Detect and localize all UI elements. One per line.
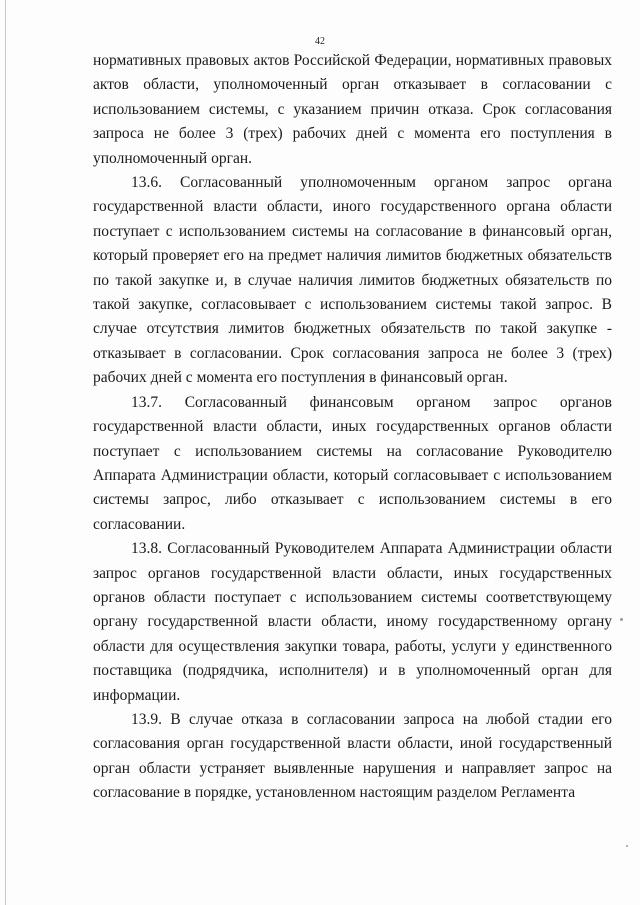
- paragraph-13-7: 13.7. Согласованный финансовым органом запрос органов государственной власти области, иных государственных органов области поступает с использованием системы на согласование Руководителю Аппарата Администрации области, который согласовывает с использованием системы запрос, либо отказывает с использованием системы в его согласовании.: [93, 393, 612, 533]
- document-body: [93, 49, 612, 806]
- paragraph-13-6: 13.6. Согласованный уполномоченным органом запрос органа государственной власти области, иного государственного органа области поступает с использованием системы на согласование в финансовый орган, который проверяет его на предмет наличия лимитов бюджетных обязательств по такой закупке и, в случае наличия лимитов бюджетных обязательств по такой закупке, согласовывает с использованием системы такой запрос. В случае отсутствия лимитов бюджетных обязательств по такой закупке - отказывает в согласовании. Срок согласования запроса не более 3 (трех) рабочих дней с момента его поступления в финансовый орган.: [93, 174, 612, 387]
- scan-speck: [626, 845, 628, 847]
- paragraph-13-9: 13.9. В случае отказа в согласовании запроса на любой стадии его согласования орган государственной власти области, иной государственный орган области устраняет выявленные нарушения и направляет запрос на согласование в порядке, установленном настоящим разделом Регламента: [93, 710, 612, 802]
- page-number: 42: [315, 36, 325, 47]
- scan-edge-line: [5, 0, 6, 905]
- scan-speck: [620, 618, 623, 621]
- paragraph-13-8: 13.8. Согласованный Руководителем Аппарата Администрации области запрос органов государственной власти области, иных государственных органов области поступает с использованием системы соответствующему органу государственной власти области, иному государственному органу области для осуществления закупки товара, работы, услуги у единственного поставщика (подрядчика, исполнителя) и в уполномоченный орган для информации.: [93, 540, 612, 704]
- paragraph-continuation: нормативных правовых актов Российской Федерации, нормативных правовых актов области, уполномоченный орган отказывает в согласовании с использованием системы, с указанием причин отказа. Срок согласования запроса не более 3 (трех) рабочих дней с момента его поступления в уполномоченный орган.: [93, 52, 612, 167]
